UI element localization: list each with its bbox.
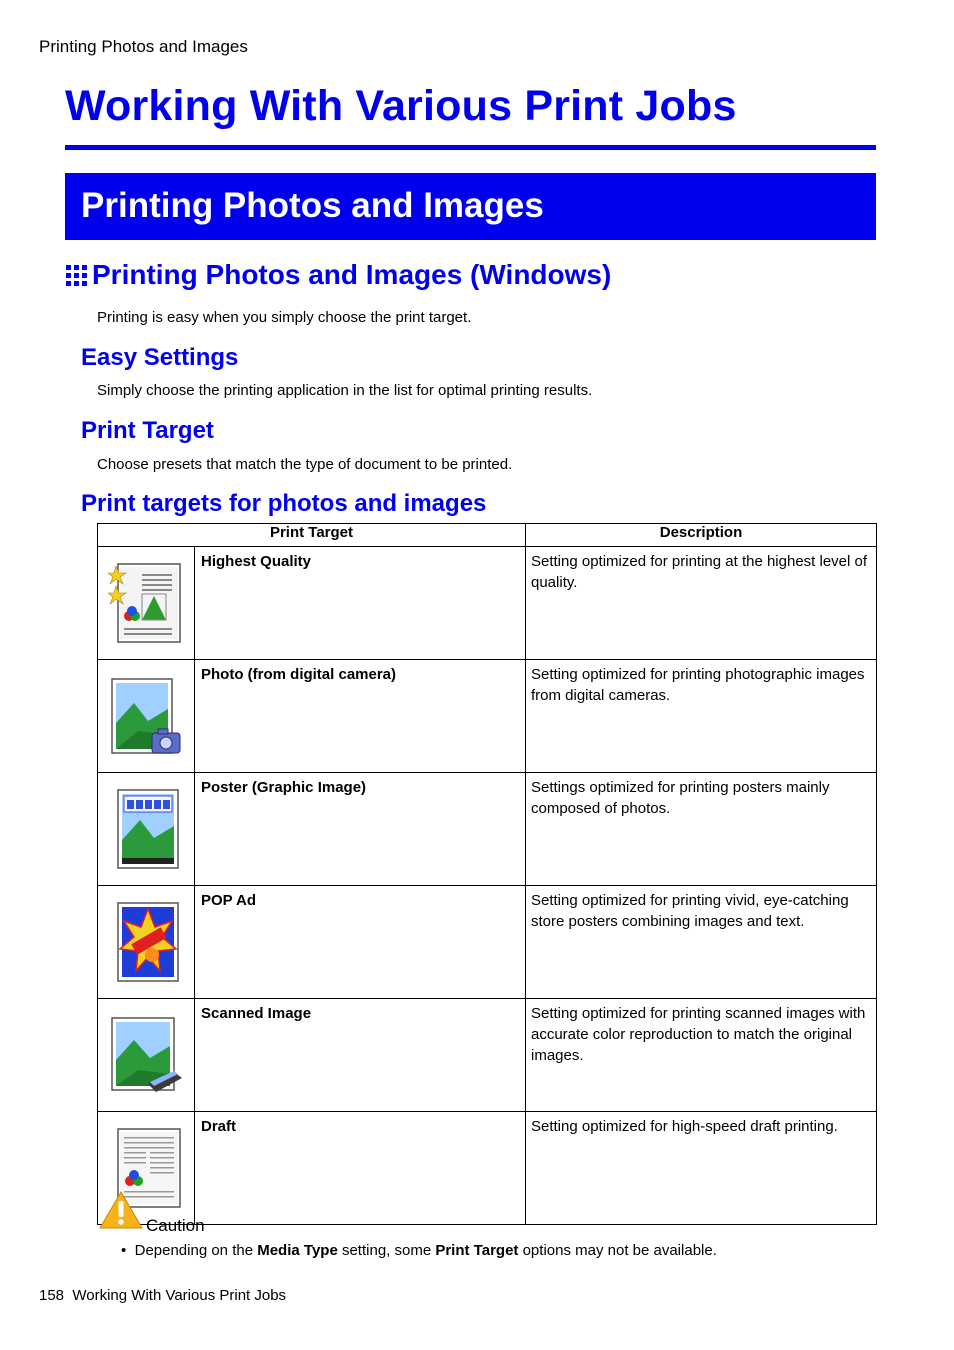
page-footer — [39, 1287, 286, 1304]
caution-text-part: options may not be available. — [518, 1242, 717, 1259]
target-name: Photo (from digital camera) — [195, 660, 526, 773]
photo-camera-icon — [108, 673, 184, 759]
table-row — [98, 1112, 877, 1225]
grid-icon — [66, 265, 88, 287]
table-header-row — [98, 524, 877, 547]
table-heading: Print targets for photos and images — [81, 490, 487, 517]
poster-icon — [108, 786, 184, 872]
print-targets-table — [97, 523, 877, 1225]
icon-cell — [98, 773, 195, 886]
easy-settings-text: Simply choose the printing application in the list for optimal printing results. — [97, 382, 593, 399]
target-description: Settings optimized for printing posters mainly composed of photos. — [526, 773, 877, 886]
pop-ad-icon — [108, 899, 184, 985]
target-description: Setting optimized for printing vivid, eye-catching store posters combining images and text. — [526, 886, 877, 999]
table-row — [98, 999, 877, 1112]
caution-bold-term: Media Type — [257, 1242, 338, 1259]
highest-quality-icon — [108, 560, 184, 646]
chapter-title: Working With Various Print Jobs — [65, 82, 737, 130]
target-name: Scanned Image — [195, 999, 526, 1112]
column-header-description: Description — [526, 524, 877, 547]
section-title: Printing Photos and Images — [81, 186, 544, 225]
print-target-text: Choose presets that match the type of document to be printed. — [97, 456, 513, 473]
icon-cell — [98, 547, 195, 660]
icon-cell — [98, 660, 195, 773]
caution-bullet-item — [121, 1242, 717, 1259]
table-row — [98, 773, 877, 886]
caution-label: Caution — [146, 1216, 205, 1235]
bullet-glyph: • — [121, 1242, 127, 1259]
table-row — [98, 660, 877, 773]
topic-title: Printing Photos and Images (Windows) — [92, 259, 612, 290]
caution-text-part: Depending on the — [134, 1242, 258, 1259]
caution-bold-term: Print Target — [435, 1242, 519, 1259]
table-row — [98, 547, 877, 660]
topic-intro: Printing is easy when you simply choose the print target. — [97, 309, 472, 326]
caution-icon — [99, 1191, 143, 1229]
running-head: Printing Photos and Images — [39, 37, 248, 56]
target-name: Poster (Graphic Image) — [195, 773, 526, 886]
footer-title: Working With Various Print Jobs — [72, 1287, 287, 1304]
scanned-image-icon — [108, 1012, 184, 1098]
easy-settings-heading: Easy Settings — [81, 344, 239, 371]
caution-text-part: setting, some — [337, 1242, 436, 1259]
print-target-heading: Print Target — [81, 417, 214, 444]
column-header-print-target: Print Target — [98, 524, 526, 547]
target-name: POP Ad — [195, 886, 526, 999]
table-row — [98, 886, 877, 999]
icon-cell — [98, 999, 195, 1112]
target-name: Highest Quality — [195, 547, 526, 660]
target-name: Draft — [195, 1112, 526, 1225]
target-description: Setting optimized for printing photographic images from digital cameras. — [526, 660, 877, 773]
icon-cell — [98, 886, 195, 999]
target-description: Setting optimized for high-speed draft printing. — [526, 1112, 877, 1225]
chapter-divider — [65, 145, 876, 150]
page-number: 158 — [39, 1287, 65, 1304]
target-description: Setting optimized for printing at the highest level of quality. — [526, 547, 877, 660]
target-description: Setting optimized for printing scanned images with accurate color reproduction to match the original images. — [526, 999, 877, 1112]
